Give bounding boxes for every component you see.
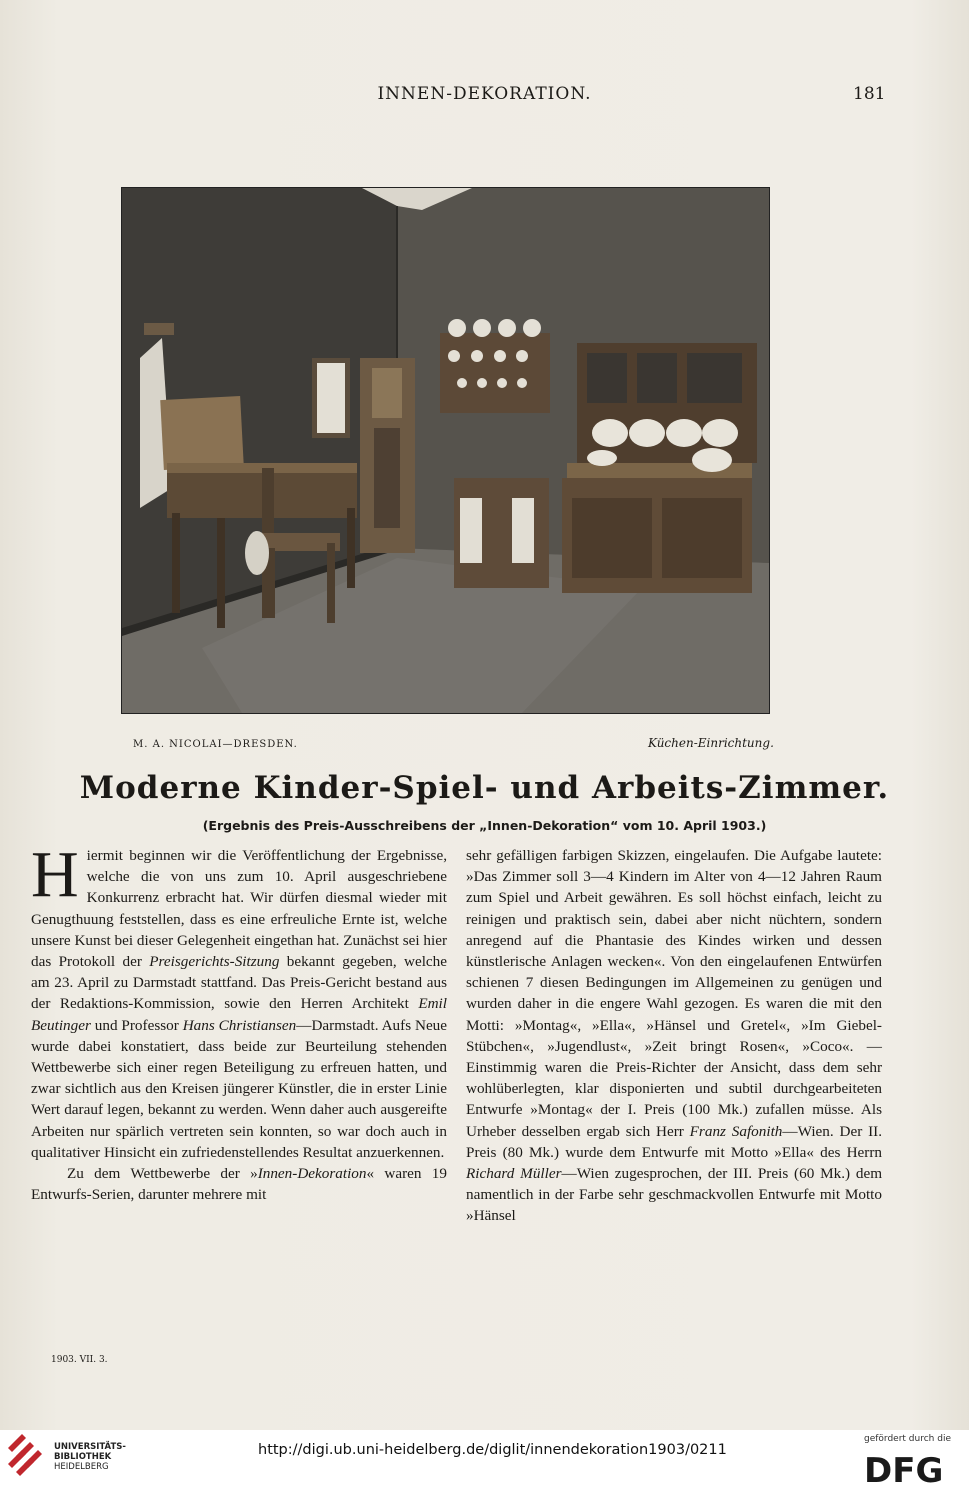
paragraph: Hiermit beginnen wir die Veröffentlichung der Ergebnisse, welche die von uns zum 10. April ausgeschriebene Konkurrenz erbracht hat. Wir dürfen diesmal wieder mit Genugthuung feststellen, dass es eine erfreuliche Ernte ist, welche unsere Kunst bei dieser Gelegenheit eingethan hat. Zunächst sei hier das Protokoll der Preisgerichts-Sitzung bekannt gegeben, welche am 23. April zu Darmstadt stattfand. Das Preis-Gericht bestand aus der Redaktions-Kommission, sowie den Herren Architekt Emil Beutinger und Professor Hans Christiansen—Darmstadt. Aufs Neue wurde dabei konstatiert, dass beide zur Beurteilung stehenden Wettbewerbe sich einer regen Beteiligung zu erfreuen hatten, und zwar sichtlich aus den Kreisen jüngerer Künstler, die in erster Linie Wert darauf legen, bekannt zu werden. Wenn daher auch ausgereifte Arbeiten nur spärlich vertreten sein konnten, so war doch auch in qualitativer Hinsicht ein zufriedenstellendes Resultat anzuerkennen.: [31, 838, 448, 1161]
kitchen-interior-image: [122, 188, 769, 713]
university-library-logo-icon: [8, 1434, 52, 1492]
funding-label: gefördert durch die: [864, 1434, 951, 1444]
running-title: INNEN-DEKORATION.: [377, 84, 592, 104]
permalink-url[interactable]: http://digi.ub.uni-heidelberg.de/diglit/innendekoration1903/0211: [258, 1442, 727, 1458]
kitchen-photograph: [121, 187, 770, 714]
dfg-logo-icon: [860, 1451, 960, 1487]
drop-cap: H: [31, 838, 79, 911]
photo-credit: M. A. NICOLAI—DRESDEN.: [133, 739, 298, 750]
dfg-logo-text: DFG: [864, 1451, 944, 1487]
viewer-footer: [0, 1430, 969, 1495]
paragraph: Zu dem Wettbewerbe der »Innen-Dekoration« waren 19 Entwurfs-Serien, darunter mehrere mit: [31, 1165, 447, 1204]
article-subtitle: (Ergebnis des Preis-Ausschreibens der „Innen-Dekoration“ vom 10. April 1903.): [202, 818, 767, 833]
paragraph: sehr gefälligen farbigen Skizzen, eingelaufen. Die Aufgabe lautete: »Das Zimmer soll 3—4 Kindern im Alter von 4—12 Jahren Raum zum Spiel und Arbeit gewähren. Es soll höchst einfach, leicht zu reinigen und praktisch sein, dabei aber nicht nüchtern, sondern anregend auf die Phantasie des Kindes wirken und dessen künstlerische Anlagen wecken«. Von den eingelaufenen Entwürfen schienen 7 diesen Bedingungen im Allgemeinen zu genügen und wurden daher in die engere Wahl gezogen. Es waren die mit den Motti: »Montag«, »Ella«, »Hänsel und Gretel«, »Im Giebel-Stübchen«, »Jugendlust«, »Zeit bringt Rosen«, »Coco«. — Einstimmig waren die Preis-Richter der Ansicht, dass dem sehr wohlüberlegten, klar disponierten und subtil durchgearbeiteten Entwurfe »Montag« der I. Preis (100 Mk.) zufallen müsse. Als Urheber desselben ergab sich Herr Franz Safonith—Wien. Der II. Preis (80 Mk.) wurde dem Entwurfe mit Motto »Ella« des Herrn Richard Müller—Wien zugesprochen, der III. Preis (60 Mk.) dem namentlich in der Farbe sehr geschmackvollen Entwurfe mit Motto »Hänsel: [466, 847, 883, 1225]
printer-signature: 1903. VII. 3.: [51, 1355, 108, 1365]
article-title: Moderne Kinder-Spiel- und Arbeits-Zimmer.: [79, 770, 890, 806]
photo-caption: Küchen-Einrichtung.: [648, 736, 774, 750]
library-name: UNIVERSITÄTS- BIBLIOTHEK HEIDELBERG: [54, 1442, 126, 1472]
text-column-right: [466, 845, 882, 1335]
page-number: 181: [853, 84, 886, 104]
text-column-left: [31, 838, 448, 1335]
